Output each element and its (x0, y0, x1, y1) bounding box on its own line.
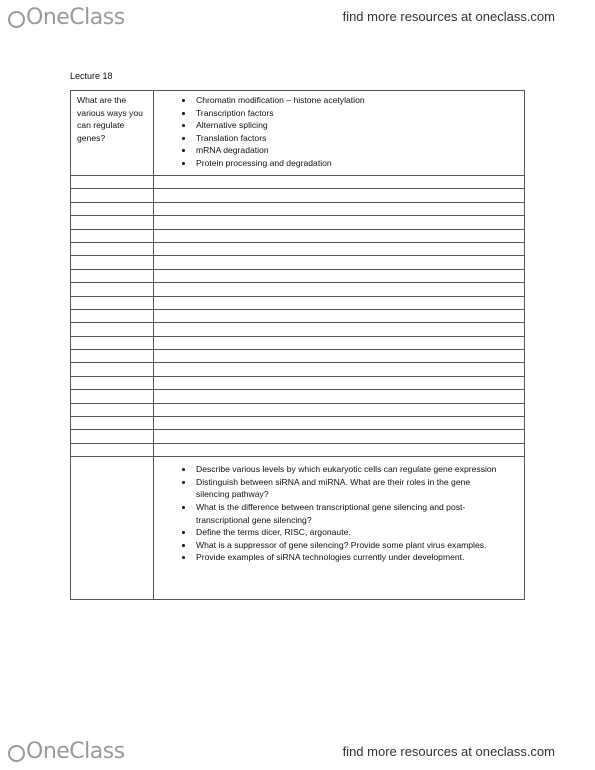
blank-note-cell (154, 350, 525, 363)
blank-note-cell (154, 269, 525, 282)
blank-note-cell (154, 376, 525, 389)
blank-note-cell (154, 363, 525, 376)
blank-row (71, 376, 525, 389)
blank-row (71, 256, 525, 269)
list-item: • mRNA degradation (194, 144, 524, 157)
blank-row (71, 309, 525, 322)
blank-note-cell (154, 403, 525, 416)
blank-cue-cell (71, 417, 154, 430)
blank-cue-cell (71, 363, 154, 376)
blank-cue-cell (71, 189, 154, 202)
blank-note-cell (154, 176, 525, 189)
lecture-title: Lecture 18 (70, 71, 113, 81)
blank-cue-cell (71, 376, 154, 389)
blank-cue-cell (71, 216, 154, 229)
blank-row (71, 242, 525, 255)
logo-text: OneClass (26, 5, 125, 30)
blank-cue-cell (71, 229, 154, 242)
blank-cue-cell (71, 403, 154, 416)
blank-note-cell (154, 242, 525, 255)
list-item: • Define the terms dicer, RISC, argonaute. (194, 526, 504, 539)
oneclass-logo-top (8, 7, 125, 29)
logo-circle-icon (8, 11, 25, 28)
blank-row (71, 229, 525, 242)
blank-cue-cell (71, 350, 154, 363)
blank-note-cell (154, 309, 525, 322)
blank-row (71, 269, 525, 282)
blank-note-cell (154, 323, 525, 336)
review-questions-list (154, 457, 524, 567)
list-item: • Protein processing and degradation (194, 157, 524, 170)
ways-list (154, 91, 524, 173)
blank-note-cell (154, 202, 525, 215)
logo-text: OneClass (26, 739, 125, 764)
blank-note-cell (154, 216, 525, 229)
blank-note-cell (154, 430, 525, 443)
blank-cue-cell (71, 443, 154, 456)
list-item: • What is the difference between transcriptional gene silencing and post-transcriptional gene silencing? (194, 501, 504, 526)
blank-note-cell (154, 336, 525, 349)
blank-note-cell (154, 443, 525, 456)
blank-row (71, 202, 525, 215)
blank-row (71, 430, 525, 443)
blank-cue-cell (71, 430, 154, 443)
list-item: • Transcription factors (194, 107, 524, 120)
blank-cue-cell (71, 176, 154, 189)
blank-row (71, 443, 525, 456)
list-item: • Distinguish between siRNA and miRNA. What are their roles in the gene silencing pathway? (194, 476, 504, 501)
blank-note-cell (154, 189, 525, 202)
list-item: • Chromatin modification – histone acetylation (194, 94, 524, 107)
blank-row (71, 363, 525, 376)
list-item: • What is a suppressor of gene silencing? Provide some plant virus examples. (194, 539, 504, 552)
tagline-top: find more resources at oneclass.com (342, 9, 555, 24)
cue-cell (71, 91, 154, 176)
blank-row (71, 417, 525, 430)
review-cue-cell (71, 457, 154, 600)
list-item: • Describe various levels by which eukaryotic cells can regulate gene expression (194, 463, 504, 476)
blank-cue-cell (71, 269, 154, 282)
blank-note-cell (154, 283, 525, 296)
review-questions-row (71, 457, 525, 600)
blank-cue-cell (71, 323, 154, 336)
blank-cue-cell (71, 202, 154, 215)
blank-cue-cell (71, 390, 154, 403)
blank-note-cell (154, 417, 525, 430)
blank-cue-cell (71, 256, 154, 269)
review-cell (154, 457, 525, 600)
blank-cue-cell (71, 296, 154, 309)
blank-note-cell (154, 390, 525, 403)
blank-cue-cell (71, 283, 154, 296)
blank-row (71, 390, 525, 403)
blank-row (71, 189, 525, 202)
blank-row (71, 296, 525, 309)
cornell-notes-table (70, 90, 525, 600)
blank-cue-cell (71, 242, 154, 255)
blank-note-cell (154, 229, 525, 242)
blank-row (71, 336, 525, 349)
list-item: • Provide examples of siRNA technologies currently under development. (194, 551, 504, 564)
blank-row (71, 403, 525, 416)
answer-cell (154, 91, 525, 176)
blank-row (71, 283, 525, 296)
blank-row (71, 176, 525, 189)
blank-note-cell (154, 256, 525, 269)
logo-circle-icon (8, 745, 25, 762)
tagline-bottom: find more resources at oneclass.com (342, 744, 555, 759)
blank-row (71, 323, 525, 336)
oneclass-logo-bottom (8, 741, 125, 763)
blank-row (71, 216, 525, 229)
list-item: • Translation factors (194, 132, 524, 145)
blank-cue-cell (71, 309, 154, 322)
blank-row (71, 350, 525, 363)
blank-cue-cell (71, 336, 154, 349)
blank-note-cell (154, 296, 525, 309)
question-row (71, 91, 525, 176)
cue-question: What are the various ways you can regulate genes? (77, 95, 143, 143)
list-item: • Alternative splicing (194, 119, 524, 132)
